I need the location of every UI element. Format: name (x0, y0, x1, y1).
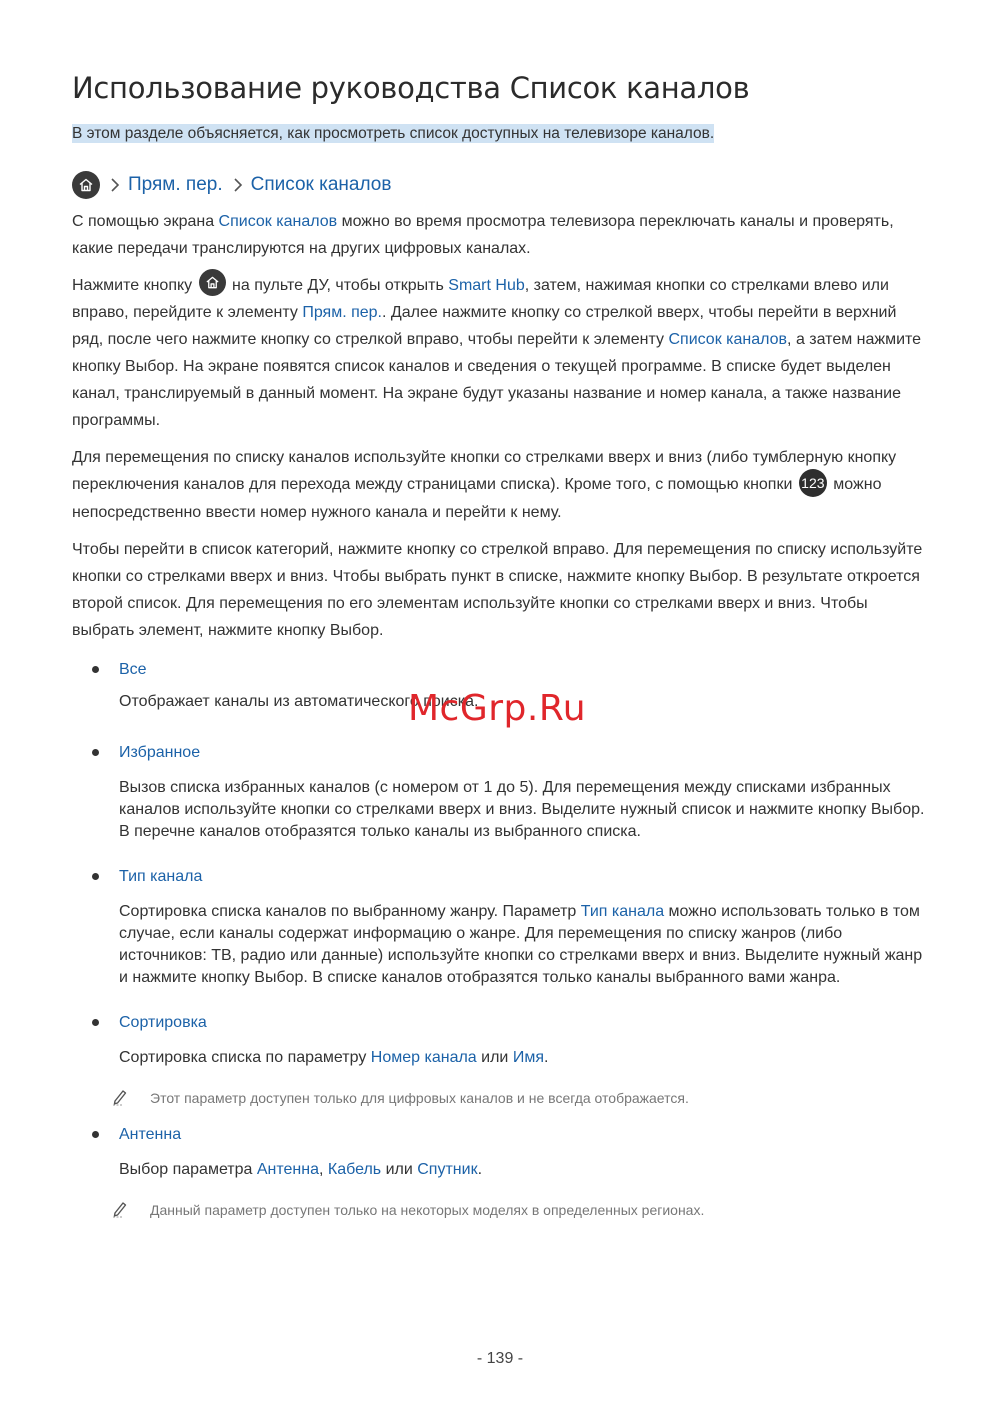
option-title: Все (119, 661, 147, 679)
chevron-right-icon (110, 177, 120, 193)
option-title: Тип канала (119, 868, 203, 886)
bullet-icon (92, 1131, 99, 1138)
page-title: Использование руководства Список каналов (72, 71, 750, 105)
intro-text (72, 122, 932, 146)
note-antenna (72, 1199, 932, 1221)
option-title: Сортировка (119, 1014, 207, 1032)
options-list-2 (72, 1121, 932, 1181)
paragraph-2: Нажмите кнопку на пульте ДУ, чтобы открыть Smart Hub, затем, нажимая кнопки со стрелками влево или вправо, перейдите к элементу Прям. пер.. Далее нажмите кнопку со стрелкой вверх, чтобы перейти в верхний ряд, после чего нажмите кнопку со стрелкой вправо, чтобы перейти к элементу Список каналов, а затем нажмите кнопку Выбор. На экране появятся список каналов и сведения о текущей программе. В списке будет выделен канал, транслируемый в данный момент. На экране будут указаны название и номер канала, а также название программы. (72, 272, 932, 434)
pencil-icon (112, 1088, 128, 1112)
list-item-antenna (72, 1121, 932, 1181)
bullet-icon (92, 1019, 99, 1026)
watermark: McGrp.Ru (408, 688, 587, 729)
option-description: Сортировка списка каналов по выбранному жанру. Параметр Тип канала можно использовать только в том случае, если каналы содержат информацию о жанре. Для перемещения по списку жанров (либо источников: ТВ, радио или данные) используйте кнопки со стрелками вверх и вниз. Выделите нужный жанр и нажмите кнопку Выбор. В списке каналов отобразятся только каналы выбранного вами жанра. (119, 903, 923, 987)
page-content (72, 60, 932, 1221)
list-item-favorites (72, 739, 932, 843)
home-icon (72, 171, 100, 199)
option-description: Сортировка списка по параметру Номер канала или Имя. (119, 1049, 549, 1067)
option-title: Избранное (119, 744, 201, 762)
bullet-icon (92, 749, 99, 756)
note-text: Этот параметр доступен только для цифровых каналов и не всегда отображается. (150, 1090, 689, 1107)
breadcrumb (72, 170, 932, 200)
paragraph-4: Чтобы перейти в список категорий, нажмите кнопку со стрелкой вправо. Для перемещения по списку используйте кнопки со стрелками вверх и вниз. Чтобы выбрать пункт в списке, нажмите кнопку Выбор. В результате откроется второй список. Для перемещения по его элементам используйте кнопки со стрелками вверх и вниз. Чтобы выбрать элемент, нажмите кнопку Выбор. (72, 541, 923, 640)
option-description: Отображает каналы из автоматического поиска. (119, 693, 479, 711)
note-sort (72, 1087, 932, 1109)
option-title: Антенна (119, 1126, 182, 1144)
bullet-icon (92, 666, 99, 673)
pencil-icon (112, 1200, 128, 1224)
intro-highlight: В этом разделе объясняется, как просмотреть список доступных на телевизоре каналов. (72, 125, 715, 142)
paragraph-1: С помощью экрана Список каналов можно во время просмотра телевизора переключать каналы и проверять, какие передачи транслируются на других цифровых каналах. (72, 213, 894, 257)
option-description: Вызов списка избранных каналов (с номером от 1 до 5). Для перемещения между списками избранных каналов используйте кнопки со стрелками вверх и вниз. Выделите нужный список и нажмите кнопку Выбор. В перечне каналов отобразятся только каналы из выбранного списка. (119, 779, 925, 841)
note-text: Данный параметр доступен только на некоторых моделях в определенных регионах. (150, 1202, 705, 1219)
list-item-sort (72, 1009, 932, 1069)
bullet-icon (92, 873, 99, 880)
list-item-channel-type (72, 863, 932, 989)
number-button-icon: 123 (799, 469, 827, 497)
page-number: - 139 - (476, 1350, 524, 1367)
home-icon (199, 269, 226, 296)
option-description: Выбор параметра Антенна, Кабель или Спутник. (119, 1161, 483, 1179)
chevron-right-icon (233, 177, 243, 193)
breadcrumb-channel-list: Список каналов (250, 174, 392, 195)
breadcrumb-live: Прям. пер. (128, 174, 223, 195)
paragraph-3: Для перемещения по списку каналов используйте кнопки со стрелками вверх и вниз (либо тумблерную кнопку переключения каналов для перехода между страницами списка). Кроме того, с помощью кнопки 123 можно непосредственно ввести номер нужного канала и перейти к нему. (72, 449, 897, 522)
